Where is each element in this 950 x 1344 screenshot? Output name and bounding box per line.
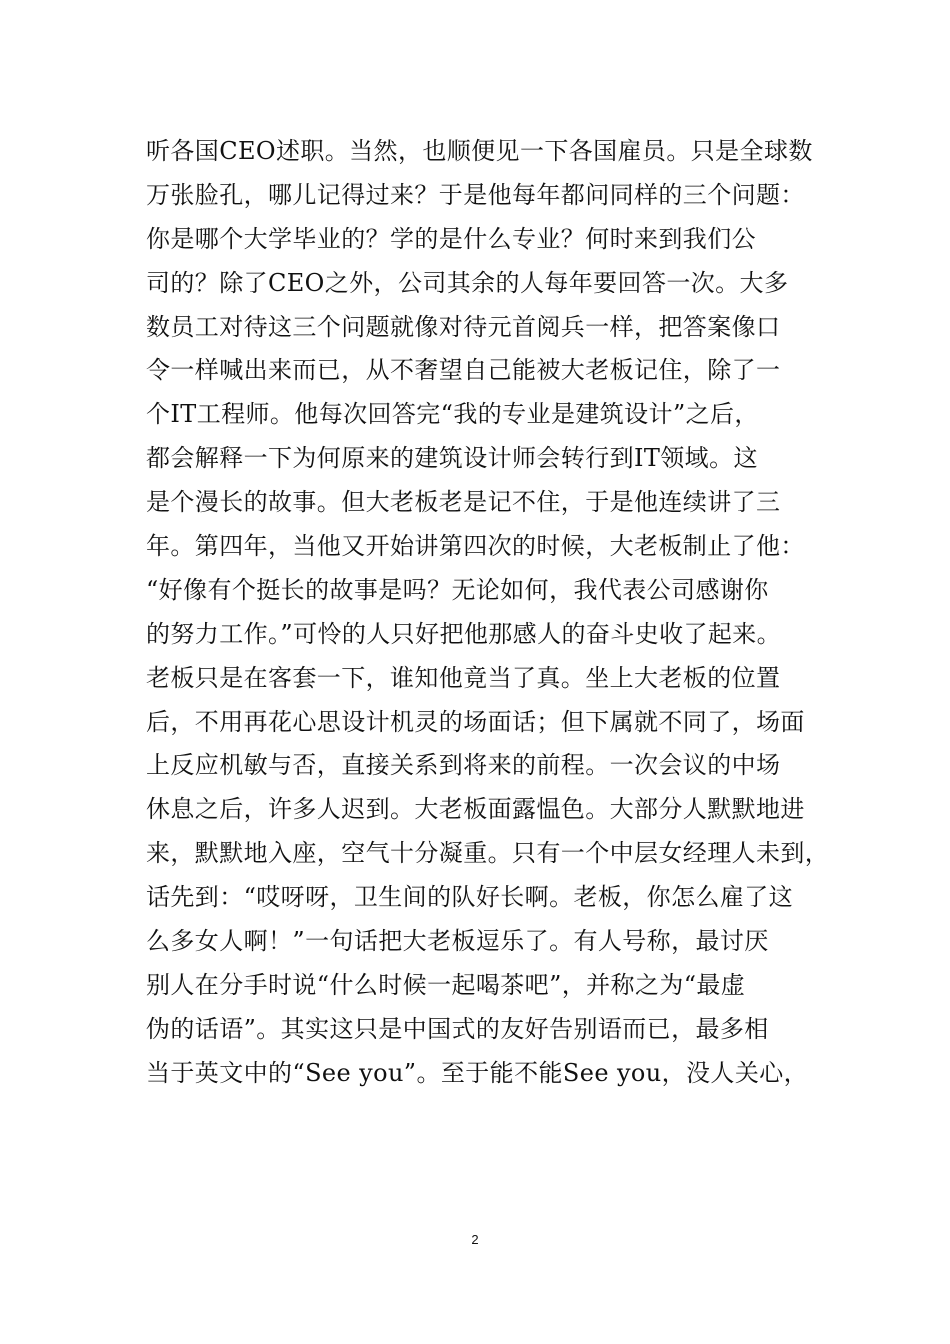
text-line: 话先到：“哎呀呀，卫生间的队好长啊。老板，你怎么雇了这	[146, 883, 794, 912]
text-line: 都会解释一下为何原来的建筑设计师会转行到IT领域。这	[146, 444, 758, 473]
text-line: 令一样喊出来而已，从不奢望自己能被大老板记住，除了一	[146, 356, 781, 385]
text-line: 万张脸孔，哪儿记得过来？于是他每年都问同样的三个问题：	[146, 180, 805, 209]
text-line: 数员工对待这三个问题就像对待元首阅兵一样，把答案像口	[146, 312, 781, 341]
text-line: 来，默默地入座，空气十分凝重。只有一个中层女经理人未到，	[146, 839, 830, 868]
text-line: 司的？除了CEO之外，公司其余的人每年要回答一次。大多	[146, 268, 789, 297]
body-text	[146, 130, 836, 1096]
text-line: 别人在分手时说“什么时候一起喝茶吧”，并称之为“最虚	[146, 970, 746, 999]
text-line: 你是哪个大学毕业的？学的是什么专业？何时来到我们公	[146, 224, 756, 253]
text-line: 听各国CEO述职。当然，也顺便见一下各国雇员。只是全球数	[146, 137, 813, 165]
text-line: 老板只是在客套一下，谁知他竟当了真。坐上大老板的位置	[146, 663, 781, 692]
text-line: 当于英文中的“See you”。至于能不能See you，没人关心，	[146, 1058, 809, 1087]
text-line: 休息之后，许多人迟到。大老板面露愠色。大部分人默默地进	[146, 795, 805, 824]
text-line: 伪的话语”。其实这只是中国式的友好告别语而已，最多相	[146, 1014, 769, 1043]
text-line: 个IT工程师。他每次回答完“我的专业是建筑设计”之后，	[146, 400, 759, 429]
text-line: 年。第四年，当他又开始讲第四次的时候，大老板制止了他：	[146, 532, 805, 561]
text-line: 是个漫长的故事。但大老板老是记不住，于是他连续讲了三	[146, 488, 781, 517]
text-line: 后，不用再花心思设计机灵的场面话；但下属就不同了，场面	[146, 707, 805, 736]
text-line: 的努力工作。”可怜的人只好把他那感人的奋斗史收了起来。	[146, 619, 782, 648]
text-line: 上反应机敏与否，直接关系到将来的前程。一次会议的中场	[146, 751, 781, 780]
page-number: 2	[471, 1232, 479, 1247]
text-line: “好像有个挺长的故事是吗？无论如何，我代表公司感谢你	[146, 575, 769, 604]
text-line: 么多女人啊！”一句话把大老板逗乐了。有人号称，最讨厌	[146, 927, 769, 956]
